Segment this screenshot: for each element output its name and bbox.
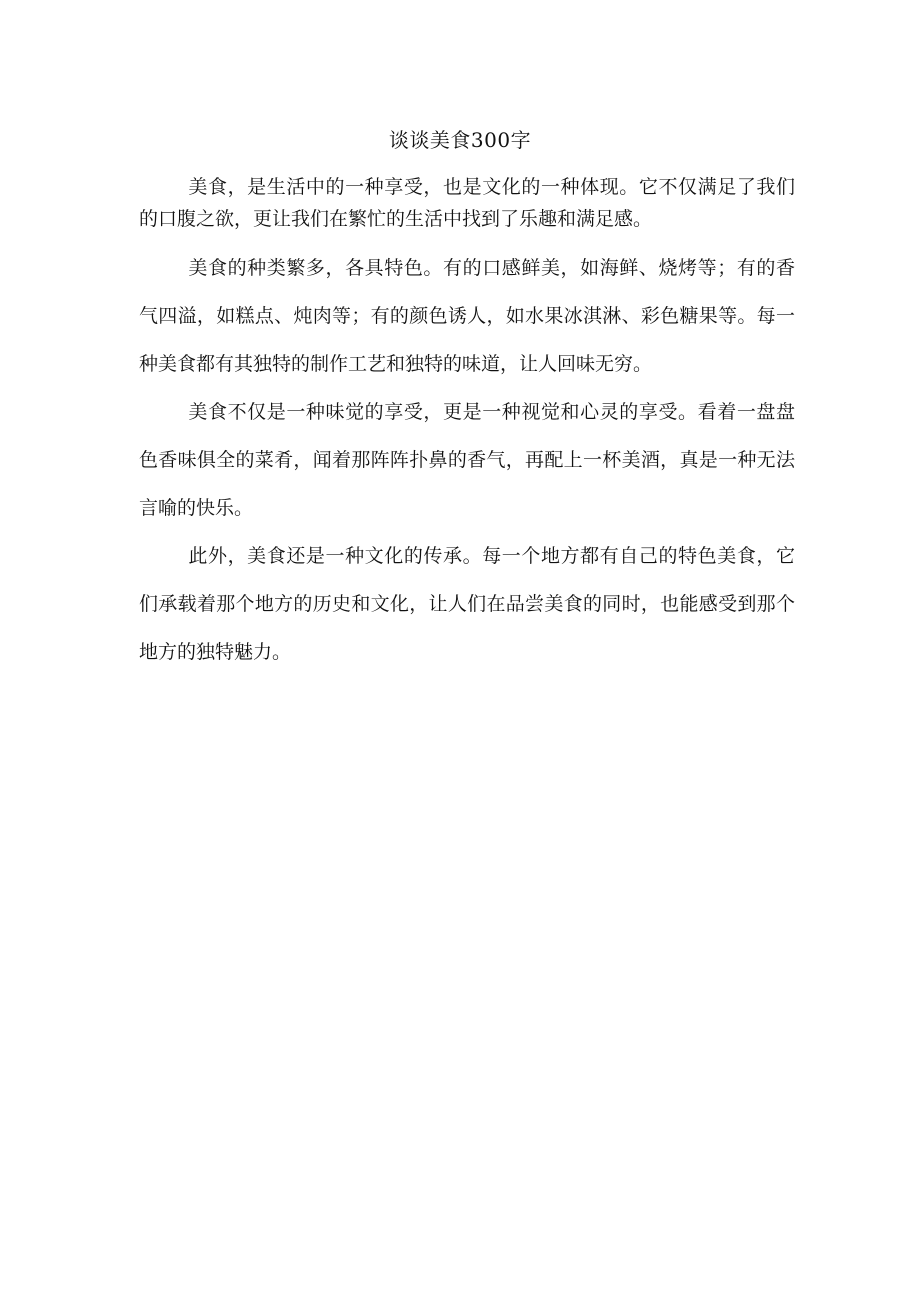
document-title: 谈谈美食300字 <box>388 128 532 152</box>
paragraph-3: 美食不仅是一种味觉的享受，更是一种视觉和心灵的享受。看着一盘盘色香味俱全的菜肴，闻着那阵阵扑鼻的香气，再配上一杯美酒，真是一种无法言喻的快乐。 <box>139 401 795 519</box>
document-body <box>139 171 795 676</box>
paragraph-4: 此外，美食还是一种文化的传承。每一个地方都有自己的特色美食，它们承载着那个地方的历史和文化，让人们在品尝美食的同时，也能感受到那个地方的独特魅力。 <box>139 545 795 663</box>
paragraph-1: 美食，是生活中的一种享受，也是文化的一种体现。它不仅满足了我们的口腹之欲，更让我们在繁忙的生活中找到了乐趣和满足感。 <box>139 176 795 230</box>
paragraph-2: 美食的种类繁多，各具特色。有的口感鲜美，如海鲜、烧烤等；有的香气四溢，如糕点、炖肉等；有的颜色诱人，如水果冰淇淋、彩色糖果等。每一种美食都有其独特的制作工艺和独特的味道，让人回味无穷。 <box>139 257 795 375</box>
